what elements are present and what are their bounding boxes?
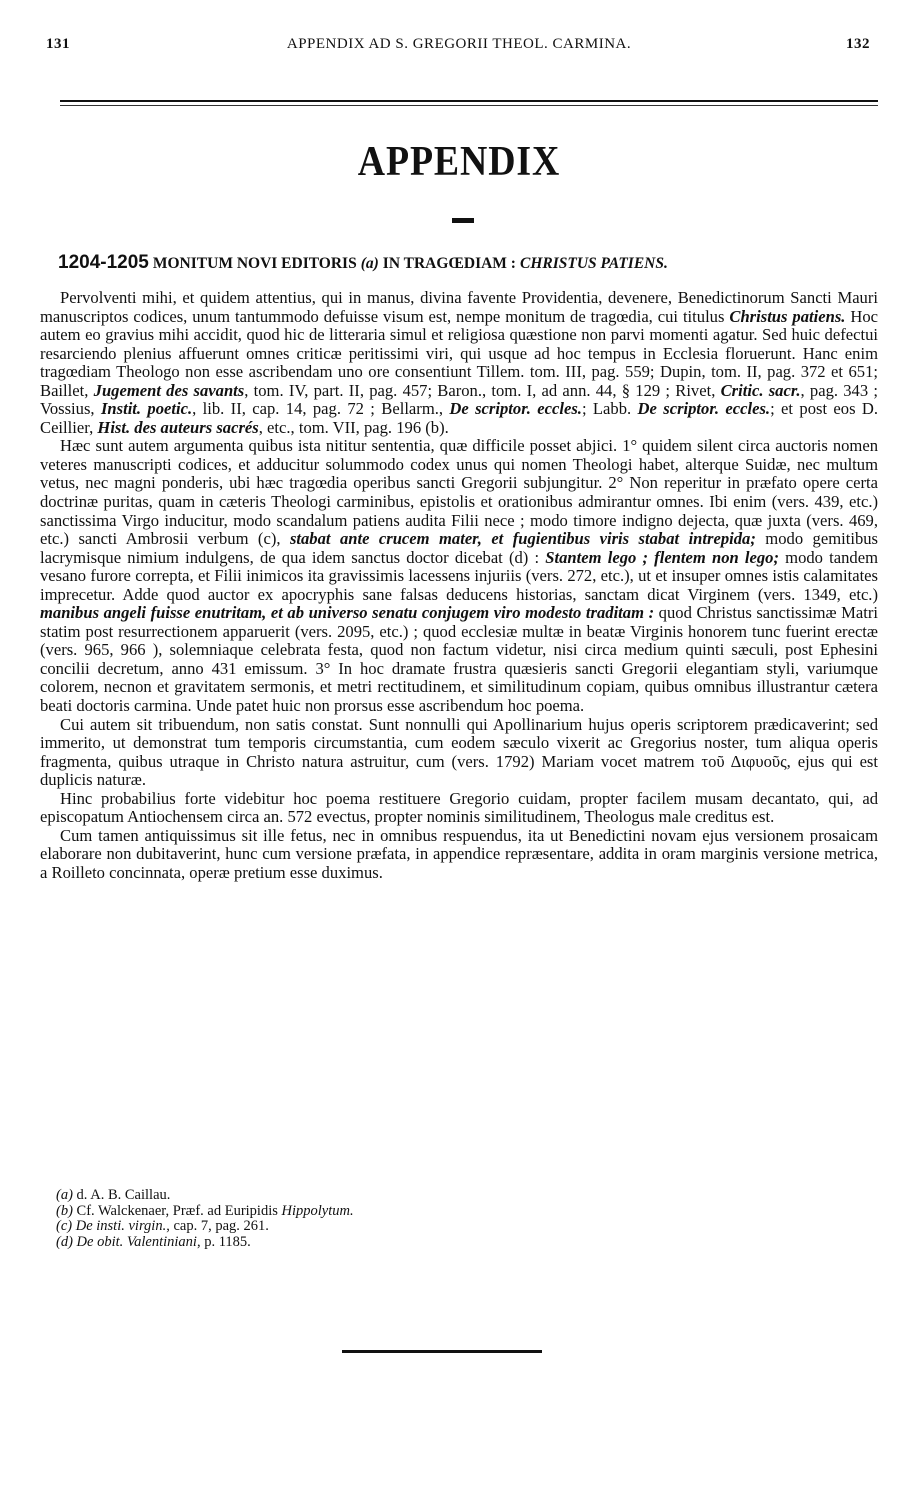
- italic-text: De scriptor. eccles.: [637, 399, 771, 419]
- page-number-left: 131: [46, 36, 70, 52]
- italic-text: Stantem lego ; flentem non lego;: [545, 547, 779, 567]
- footnote: [56, 1188, 656, 1204]
- footnote: [56, 1235, 656, 1251]
- title-dash-ornament: [452, 218, 474, 223]
- footnote-mark: (d): [56, 1233, 73, 1250]
- italic-text: stabat ante crucem mater, et fugientibus viris stabat intrepida;: [289, 529, 756, 549]
- italic-text: Critic. sacr.: [720, 380, 801, 400]
- footnotes: [56, 1188, 656, 1250]
- footnote: [56, 1204, 656, 1220]
- footnote-text: De obit. Valentiniani, p. 1185.: [76, 1233, 251, 1250]
- header-rule: [60, 100, 878, 106]
- footnote-text: Cf. Walckenaer, Præf. ad Euripidis Hippolytum.: [72, 1202, 354, 1219]
- footnote-text: De insti. virgin., cap. 7, pag. 261.: [75, 1218, 269, 1234]
- italic-text: Christus patiens.: [729, 306, 846, 326]
- footnote-mark: (a): [56, 1187, 73, 1203]
- paragraph: Hinc probabilius forte videbitur hoc poema restituere Gregorio cuidam, propter facilem musam decantato, qui, ad episcopatum Antiochensem circa an. 572 evectus, propter nominis similitudinem, Theologus male creditus est.: [40, 788, 878, 827]
- italic-text: De scriptor. eccles.: [449, 399, 582, 419]
- section-number: 1204-1205: [58, 252, 149, 273]
- running-title: APPENDIX AD S. GREGORII THEOL. CARMINA.: [286, 36, 632, 52]
- italic-text: Instit. poetic.: [100, 399, 193, 419]
- italic-text: De insti. virgin.: [75, 1218, 167, 1234]
- italic-text: manibus angeli fuisse enutritam, et ab universo senatu conjugem viro modesto traditam :: [40, 603, 655, 623]
- section-heading: [58, 252, 878, 274]
- closing-rule: [342, 1350, 542, 1353]
- footnote-text: d. A. B. Caillau.: [72, 1187, 171, 1203]
- footnote: [56, 1219, 656, 1235]
- italic-text: De obit. Valentiniani: [76, 1233, 197, 1250]
- page-number-right: 132: [846, 36, 870, 52]
- italic-text: Jugement des savants: [93, 380, 245, 400]
- body-text: [40, 289, 878, 883]
- page-title: APPENDIX: [357, 139, 561, 185]
- heading-note-ref: (a): [360, 255, 379, 272]
- italic-text: Hist. des auteurs sacrés: [97, 417, 259, 437]
- work-title: CHRISTUS PATIENS.: [519, 255, 668, 272]
- italic-text: Hippolytum.: [281, 1202, 354, 1219]
- paragraph: Cui autem sit tribuendum, non satis constat. Sunt nonnulli qui Apollinarium hujus operis scriptorem prædicaverint; sed immerito, ut demonstrat tum temporis circumstantia, cum eodem sæculo vixerit ac Gregorius noster, tum aliqua operis fragmenta, quibus utraque in Christo natura astruitur, cum (vers. 1792) Mariam vocet matrem τοῦ Διφυοῦς, ejus qui est duplicis naturæ.: [40, 714, 878, 790]
- running-header: [40, 36, 878, 56]
- paragraph: Pervolventi mihi, et quidem attentius, qui in manus, divina favente Providentia, devenere, Benedictinorum Sancti Mauri manuscriptos codices, unum tantummodo defuisse visum est, nempe monitum de tragœdia, cui titulus Christus patiens. Hoc autem eo gravius mihi accidit, quod hic de litteraria simul et religiosa quæstione non parvi momenti agatur. Sed huic defectui resarciendo plenius affuerunt omnes criticæ peritissimi viri, qui usque ad hoc tempus in Ecclesia floruerunt. Hanc enim tragœdiam Theologo non esse ascribendam uno ore consentiunt Tillem. tom. III, pag. 559; Dupin, tom. II, pag. 372 et 651; Baillet, Jugement des savants, tom. IV, part. II, pag. 457; Baron., tom. I, ad ann. 44, § 129 ; Rivet, Critic. sacr., pag. 343 ; Vossius, Instit. poetic., lib. II, cap. 14, pag. 72 ; Bellarm., De scriptor. eccles.; Labb. De scriptor. eccles.; et post eos D. Ceillier, Hist. des auteurs sacrés, etc., tom. VII, pag. 196 (b).: [40, 288, 879, 437]
- footnote-mark: (c): [56, 1218, 73, 1234]
- paragraph: Cum tamen antiquissimus sit ille fetus, nec in omnibus respuendus, ita ut Benedictini novam ejus versionem prosaicam elaborare non dubitaverint, hunc cum versione præfata, in appendice repræsentare, addita in oram marginis versione metrica, a Roilleto concinnata, operæ pretium esse duximus.: [40, 825, 878, 882]
- heading-text-2: IN TRAGŒDIAM :: [382, 255, 516, 272]
- heading-text: MONITUM NOVI EDITORIS: [152, 255, 357, 272]
- footnote-mark: (b): [56, 1202, 73, 1219]
- paragraph: Hæc sunt autem argumenta quibus ista nititur sententia, quæ difficile posset abjici. 1° quidem silent circa auctoris nomen veteres manuscripti codices, et adducitur solummodo codex unus qui nomen Theologi habet, alterque Suidæ, nec multum vetus, nec magni ponderis, ubi hæc tragœdia operibus sancti Gregorii subjungitur. 2° Non reperitur in præfato opere certa doctrinæ puritas, quam in cæteris Theologi carminibus, epistolis et orationibus admirantur omnes. Ibi enim (vers. 439, etc.) sanctissima Virgo inducitur, modo scandalum patiens audita Filii nece ; modo timore indigno dejecta, quæ juxta (vers. 469, etc.) sancti Ambrosii verbum (c), stabat ante crucem mater, et fugientibus viris stabat intrepida; modo gemitibus lacrymisque nimium indulgens, de qua idem sanctus doctor dicebat (d) : Stantem lego ; flentem non lego; modo tandem vesano furore correpta, et Filii inimicos ita gravissimis lacessens injuriis (vers. 272, etc.), ut et insuper omnes istis calamitates imprecetur. Adde quod auctor ex apocryphis sane falsas deducens historias, sanctam dicat Virginem (vers. 1349, etc.) manibus angeli fuisse enutritam, et ab universo senatu conjugem viro modesto traditam : quod Christus sanctissimæ Matri statim post resurrectionem apparuerit (vers. 2095, etc.) ; quod ecclesiæ multæ in beatæ Virginis honorem tunc fuerint erectæ (vers. 965, 966 ), solemniaque celebrata festa, quod non factum videtur, nisi circa medium quinti sæculi, post Ephesini concilii decretum, anno 431 emissum. 3° In hoc dramate frustra quæsieris sancti Gregorii elegantiam styli, variumque colorem, necnon et gravitatem sermonis, et metri rectitudinem, et similitudinum copiam, quibus omnibus illustrantur cætera beati doctoris carmina. Unde patet huic non prorsus esse ascribendum hoc poema.: [40, 436, 878, 716]
